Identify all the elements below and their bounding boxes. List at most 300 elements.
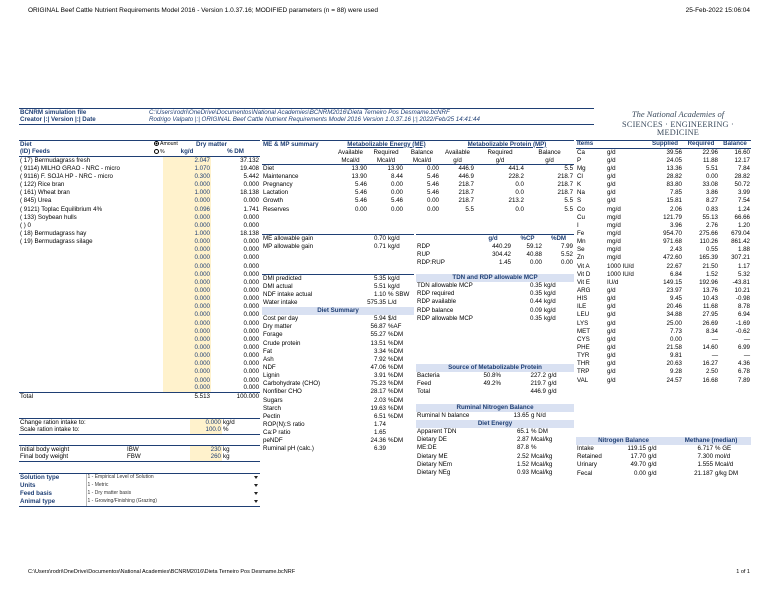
feed-row[interactable] bbox=[19, 263, 260, 271]
diet-energy-value: 1.52 bbox=[516, 460, 529, 468]
mp-source-value: 219.7 bbox=[530, 380, 546, 388]
scale-intake-input[interactable]: 100.0 bbox=[190, 427, 222, 435]
feed-row[interactable] bbox=[19, 336, 260, 344]
items-row bbox=[576, 149, 751, 157]
final-bw-input[interactable]: 260 bbox=[190, 454, 222, 462]
feed-kg-input[interactable]: 0.000 bbox=[163, 328, 211, 336]
feed-pdm: 0.000 bbox=[243, 246, 260, 254]
me-mp-value: 5.46 bbox=[426, 173, 439, 181]
dmi-label: DMI actual bbox=[263, 282, 293, 290]
item-balance: 3.99 bbox=[737, 189, 750, 197]
page-number: 1 of 1 bbox=[736, 569, 750, 575]
feed-name[interactable] bbox=[19, 320, 163, 328]
item-unit: g/d bbox=[607, 335, 616, 343]
methane-unit: g/kg DM bbox=[715, 469, 739, 477]
item-unit: g/d bbox=[607, 319, 616, 327]
feed-kg-input[interactable]: 1.070 bbox=[163, 165, 211, 173]
feed-pdm: 0.000 bbox=[243, 238, 260, 246]
mp-source-unit: g/d bbox=[548, 372, 557, 380]
item-required: 16.27 bbox=[702, 360, 718, 368]
item-name: LEU bbox=[577, 311, 590, 319]
me-mp-row-label: Pregnancy bbox=[263, 181, 293, 189]
feed-name[interactable]: ( 9121) Toplac Equilibrium 4% bbox=[20, 205, 103, 213]
rdp-cp: 40.88 bbox=[526, 250, 542, 258]
item-balance: 679.04 bbox=[731, 230, 750, 238]
methane-unit: Mcal/d bbox=[715, 461, 734, 469]
me-mp-value: 0.00 bbox=[354, 205, 367, 213]
change-intake-input[interactable]: 0.000 bbox=[190, 419, 222, 427]
feed-row[interactable] bbox=[19, 287, 260, 295]
feed-name[interactable]: ( 9114) MILHO GRAO - NRC - micro bbox=[20, 164, 120, 172]
item-name: Vit E bbox=[577, 278, 590, 286]
summary-value: 75.23 bbox=[370, 380, 386, 388]
feed-name[interactable] bbox=[19, 279, 163, 287]
scale-intake-label: Scale ration intake to: bbox=[19, 427, 190, 435]
diet-energy-row bbox=[416, 444, 574, 452]
n-balance-row bbox=[576, 461, 751, 469]
change-intake-unit: kg/d bbox=[222, 419, 260, 427]
items-row bbox=[576, 165, 751, 173]
items-row bbox=[576, 173, 751, 181]
me-mp-value: 13.90 bbox=[387, 165, 403, 173]
feed-name[interactable] bbox=[19, 377, 163, 385]
item-balance: — bbox=[743, 352, 750, 360]
summary-value: 6.51 bbox=[373, 412, 386, 420]
item-balance: 7.89 bbox=[737, 376, 750, 384]
item-unit: mg/d bbox=[607, 213, 621, 221]
feed-kg-input[interactable]: 2.047 bbox=[163, 157, 211, 165]
feed-kg-input[interactable]: 0.000 bbox=[163, 214, 211, 222]
n-balance-label: Intake bbox=[577, 445, 594, 453]
feed-name[interactable]: ( 19) Bermudagrass silage bbox=[20, 238, 93, 246]
methane-unit: mol/d bbox=[715, 453, 731, 461]
feed-kg-input[interactable]: 0.000 bbox=[163, 246, 211, 254]
summary-value: 1.74 bbox=[373, 421, 386, 428]
feed-pdm: 37.132 bbox=[240, 157, 260, 164]
feeds-heading: (ID) Feeds % bbox=[20, 148, 165, 156]
feed-kg-input[interactable]: 0.000 bbox=[163, 287, 211, 295]
summary-row bbox=[262, 429, 414, 437]
feed-kg-input[interactable]: 0.000 bbox=[163, 311, 211, 319]
item-supplied: 7.73 bbox=[669, 327, 682, 335]
summary-unit: %DM bbox=[388, 355, 404, 363]
item-required: 8.27 bbox=[705, 197, 718, 205]
feed-name[interactable] bbox=[19, 344, 163, 352]
feed-kg-input[interactable]: 0.300 bbox=[163, 173, 211, 181]
tdn-value: 0.35 bbox=[529, 314, 542, 322]
item-required: 11.68 bbox=[702, 303, 718, 311]
summary-unit: %DM bbox=[388, 331, 404, 339]
setting-select[interactable]: 1 - Growing/Finishing (Grazing) bbox=[86, 498, 251, 506]
feed-kg-input[interactable]: 0.000 bbox=[163, 377, 211, 385]
item-unit: g/d bbox=[607, 327, 616, 335]
n-balance-value: 49.70 bbox=[630, 461, 646, 469]
items-row bbox=[576, 181, 751, 189]
feed-name[interactable] bbox=[19, 336, 163, 344]
item-name: Zn bbox=[577, 254, 585, 262]
item-balance: — bbox=[743, 335, 750, 343]
feed-name[interactable]: ( ) 0 bbox=[20, 221, 32, 229]
dropdown-arrow-icon[interactable] bbox=[251, 490, 260, 498]
item-required: 165.39 bbox=[699, 254, 718, 262]
item-unit: g/d bbox=[607, 173, 616, 181]
mp-source-value: 227.2 bbox=[530, 372, 546, 380]
feed-kg-input[interactable]: 0.000 bbox=[163, 360, 211, 368]
feed-row[interactable] bbox=[19, 328, 260, 336]
diet-energy-label: Dietary DE bbox=[417, 436, 447, 444]
item-name: Cu bbox=[577, 213, 585, 221]
gain-unit: kg/d bbox=[388, 242, 400, 250]
feed-pdm: 0.000 bbox=[243, 295, 260, 303]
summary-value: 56.87 bbox=[370, 323, 386, 331]
feed-kg-input[interactable]: 0.000 bbox=[163, 238, 211, 246]
item-balance: 5.32 bbox=[737, 270, 750, 278]
me-heading: Metabolizable Energy (ME) bbox=[333, 141, 440, 149]
mp-source-label: Total bbox=[417, 388, 431, 396]
n-balance-row bbox=[576, 470, 751, 478]
feed-name[interactable] bbox=[19, 368, 163, 376]
item-balance: 1.17 bbox=[737, 262, 750, 270]
dmi-label: Water intake bbox=[263, 298, 298, 306]
summary-row bbox=[262, 331, 414, 339]
items-row bbox=[576, 311, 751, 319]
feed-pdm: 0.000 bbox=[243, 181, 260, 189]
me-mp-value: 13.90 bbox=[351, 173, 367, 181]
dmi-row bbox=[262, 275, 414, 283]
setting-select[interactable]: 1 - Empirical Level of Solution bbox=[86, 474, 251, 482]
final-bw-abbr: FBW bbox=[126, 454, 190, 462]
me-mp-value: 218.7 bbox=[557, 173, 574, 181]
feed-row[interactable] bbox=[19, 222, 260, 230]
dmi-row bbox=[262, 283, 414, 291]
item-unit: g/d bbox=[607, 303, 616, 311]
initial-bw-input[interactable]: 230 bbox=[190, 446, 222, 454]
feed-row[interactable] bbox=[19, 173, 260, 181]
settings-table bbox=[19, 473, 260, 507]
item-required: — bbox=[711, 352, 718, 360]
summary-row bbox=[262, 388, 414, 396]
summary-label: Carbohydrate (CHO) bbox=[263, 380, 321, 388]
n-balance-unit: g/d bbox=[648, 445, 657, 453]
feed-name[interactable] bbox=[19, 352, 163, 360]
dropdown-arrow-icon[interactable] bbox=[251, 474, 260, 482]
items-row bbox=[576, 254, 751, 262]
feed-name[interactable] bbox=[19, 303, 163, 311]
feed-name[interactable] bbox=[19, 328, 163, 336]
me-mp-value: 0.00 bbox=[426, 165, 439, 173]
rdp-row bbox=[416, 251, 574, 259]
feed-kg-input[interactable]: 0.000 bbox=[163, 352, 211, 360]
dmi-value: 5.35 bbox=[359, 275, 387, 283]
feed-row[interactable] bbox=[19, 360, 260, 368]
diet-table bbox=[19, 140, 260, 401]
me-mp-value: 218.7 bbox=[557, 189, 574, 197]
feed-kg-input[interactable]: 0.096 bbox=[163, 206, 211, 214]
feed-name[interactable]: ( 17) Bermudagrass fresh bbox=[20, 157, 91, 164]
feed-name[interactable] bbox=[19, 385, 163, 393]
mp-source-unit: g/d bbox=[548, 380, 557, 388]
feed-row[interactable] bbox=[19, 254, 260, 262]
item-balance: -0.62 bbox=[735, 327, 750, 335]
item-supplied: 971.68 bbox=[663, 238, 682, 246]
feed-kg-input[interactable]: 1.000 bbox=[163, 189, 211, 197]
feed-row[interactable] bbox=[19, 206, 260, 214]
feed-row[interactable] bbox=[19, 352, 260, 360]
items-row bbox=[576, 352, 751, 360]
item-supplied: 83.80 bbox=[666, 181, 682, 189]
item-name: PHE bbox=[577, 343, 590, 351]
item-unit: g/d bbox=[607, 148, 616, 156]
feed-name[interactable]: ( 845) Urea bbox=[20, 197, 52, 205]
item-unit: g/d bbox=[607, 368, 616, 376]
summary-label: Ruminal pH (calc.) bbox=[263, 445, 314, 453]
feed-kg-input[interactable]: 0.000 bbox=[163, 385, 211, 393]
feed-kg-input[interactable]: 0.000 bbox=[163, 320, 211, 328]
setting-row bbox=[19, 482, 260, 490]
feed-name[interactable]: ( 9116) F. SOJA HP - NRC - micro bbox=[20, 173, 113, 181]
feed-row[interactable] bbox=[19, 377, 260, 385]
me-mp-heading: ME & MP summary bbox=[262, 141, 333, 149]
feed-row[interactable] bbox=[19, 246, 260, 254]
summary-label: ROP(N):S ratio bbox=[263, 421, 305, 428]
item-name: Cl bbox=[577, 173, 583, 181]
feed-name[interactable]: ( 122) Rice bran bbox=[20, 181, 65, 189]
feed-row[interactable] bbox=[19, 189, 260, 197]
feed-row[interactable] bbox=[19, 368, 260, 376]
summary-row bbox=[262, 437, 414, 445]
item-name: P bbox=[577, 156, 582, 164]
percent-radio[interactable]: % bbox=[154, 149, 165, 155]
item-required: 26.69 bbox=[702, 319, 718, 327]
feed-name[interactable] bbox=[19, 254, 163, 262]
me-mp-value: 0.00 bbox=[390, 181, 403, 189]
item-name: VAL bbox=[577, 376, 589, 384]
gain-label: MP allowable gain bbox=[263, 242, 314, 250]
diet-energy-row bbox=[416, 461, 574, 469]
feed-pdm: 0.000 bbox=[243, 303, 260, 311]
gain-table bbox=[262, 234, 414, 251]
setting-select[interactable]: 1 - Dry matter basis bbox=[86, 490, 251, 498]
feed-kg-input[interactable]: 0.000 bbox=[163, 336, 211, 344]
creator-label: Creator |:| Version |:| Date bbox=[19, 117, 148, 125]
feed-pdm: 5.442 bbox=[243, 173, 260, 181]
items-table bbox=[576, 140, 751, 385]
methane-heading: Methane (median) bbox=[671, 437, 751, 445]
rdp-dm: 7.99 bbox=[560, 242, 573, 250]
me-mp-row bbox=[262, 206, 574, 214]
item-unit: g/d bbox=[607, 360, 616, 368]
feed-name[interactable]: ( 133) Soybean hulls bbox=[20, 213, 77, 221]
diet-energy-unit: Mcal/kg bbox=[531, 460, 553, 468]
item-required: 3.86 bbox=[705, 189, 718, 197]
items-row bbox=[576, 336, 751, 344]
me-mp-value: 441.4 bbox=[508, 165, 524, 173]
dmi-unit: L/d bbox=[388, 298, 397, 306]
feed-row[interactable] bbox=[19, 303, 260, 311]
feed-pdm: 18.138 bbox=[240, 189, 260, 197]
mp-source-value: 446.9 bbox=[530, 388, 546, 396]
creator-info: Rodrigo Valpato |:| ORIGINAL Beef Cattle Nutrient Requirements Model 2016 Version 1.0.37.16 |:| 2022/Feb/25 14:41:44 bbox=[148, 117, 594, 125]
feed-name[interactable] bbox=[19, 287, 163, 295]
diet-energy-label: Dietary NEm bbox=[417, 460, 453, 468]
dmi-unit: kg/d bbox=[387, 275, 414, 283]
rdp-col-dm: %DM bbox=[543, 235, 574, 243]
n-balance-unit: g/d bbox=[648, 469, 657, 477]
tdn-unit: kg/d bbox=[544, 314, 556, 322]
feed-name[interactable]: ( 161) Wheat bran bbox=[20, 189, 70, 197]
feed-kg-input[interactable]: 0.000 bbox=[163, 271, 211, 279]
summary-value: 1.65 bbox=[373, 429, 386, 437]
me-mp-value: 218.7 bbox=[458, 197, 474, 205]
item-balance: 10.21 bbox=[734, 287, 750, 294]
report-date: 25-Feb-2022 15:06:04 bbox=[685, 7, 750, 14]
rdp-label: RDP:RUP bbox=[417, 258, 445, 266]
summary-row bbox=[262, 397, 414, 405]
feed-kg-input[interactable]: 0.000 bbox=[163, 197, 211, 205]
change-intake-label: Change ration intake to: bbox=[19, 419, 190, 427]
summary-value: 28.17 bbox=[370, 388, 386, 396]
summary-unit: %DM bbox=[388, 437, 404, 445]
feed-row[interactable] bbox=[19, 385, 260, 393]
feed-kg-input[interactable]: 0.000 bbox=[163, 344, 211, 352]
item-name: Ca bbox=[577, 148, 585, 156]
diet-energy-unit: % bbox=[531, 444, 537, 452]
gain-label: ME allowable gain bbox=[262, 235, 359, 243]
item-supplied: 2.43 bbox=[669, 246, 682, 254]
items-row bbox=[576, 320, 751, 328]
feed-row[interactable] bbox=[19, 157, 260, 165]
item-balance: 1.20 bbox=[737, 221, 750, 229]
file-path[interactable]: C:\Users\rodri\OneDrive\Documentos\National Academies\BCNRM2016\Dieta Terneiro Pos Desmame.bcNRF bbox=[148, 109, 594, 117]
diet-energy-value: 2.52 bbox=[516, 452, 529, 460]
summary-row bbox=[262, 421, 414, 429]
tdn-value: 0.09 bbox=[529, 306, 542, 314]
me-mp-value: 5.5 bbox=[465, 205, 474, 213]
diet-energy-value: 87.8 bbox=[516, 444, 529, 452]
dry-matter-heading: Dry matter bbox=[163, 141, 260, 149]
items-col-heading: Balance bbox=[719, 141, 751, 149]
dropdown-arrow-icon[interactable] bbox=[251, 482, 260, 490]
feed-name[interactable] bbox=[19, 360, 163, 368]
diet-energy-value: 0.93 bbox=[516, 468, 529, 476]
feed-kg-input[interactable]: 0.000 bbox=[163, 279, 211, 287]
feed-name[interactable] bbox=[19, 246, 163, 254]
me-mp-row bbox=[262, 173, 574, 181]
item-unit: g/d bbox=[607, 352, 616, 360]
feed-pdm: 0.000 bbox=[243, 287, 260, 294]
diet-energy-unit: % DM bbox=[531, 428, 548, 436]
feed-kg-input[interactable]: 0.000 bbox=[163, 368, 211, 376]
item-balance: 1.24 bbox=[737, 205, 750, 213]
feed-row[interactable] bbox=[19, 238, 260, 246]
feed-kg-input[interactable]: 0.000 bbox=[163, 303, 211, 311]
me-mp-value: 0.0 bbox=[515, 205, 524, 213]
feed-kg-input[interactable]: 0.000 bbox=[163, 263, 211, 271]
diet-energy-label: Apparent TDN bbox=[417, 428, 457, 436]
feed-kg-input[interactable]: 0.000 bbox=[163, 254, 211, 262]
methane-value: 21.187 bbox=[694, 469, 714, 477]
dropdown-arrow-icon[interactable] bbox=[251, 498, 260, 506]
feed-name[interactable] bbox=[19, 295, 163, 303]
feed-row[interactable] bbox=[19, 197, 260, 205]
item-supplied: 23.97 bbox=[666, 287, 682, 294]
feed-kg-input[interactable]: 0.000 bbox=[163, 181, 211, 189]
item-name: Mg bbox=[577, 164, 586, 172]
feed-kg-input[interactable]: 0.000 bbox=[163, 222, 211, 230]
mp-source-unit: g/d bbox=[548, 388, 557, 396]
tdn-unit: kg/d bbox=[544, 290, 556, 298]
rdp-col-cp: %CP bbox=[512, 235, 543, 243]
feed-name[interactable]: ( 18) Bermudagrass hay bbox=[20, 230, 87, 238]
initial-bw-unit: kg bbox=[222, 446, 260, 454]
item-supplied: 20.63 bbox=[666, 360, 682, 368]
feed-kg-input[interactable]: 0.000 bbox=[163, 295, 211, 303]
setting-select[interactable]: 1 - Metric bbox=[86, 482, 251, 490]
gain-row bbox=[262, 235, 414, 243]
feed-name[interactable] bbox=[19, 263, 163, 271]
rdp-gd: 440.29 bbox=[492, 242, 511, 250]
methane-value: 1.555 bbox=[697, 461, 714, 469]
item-balance: -1.69 bbox=[735, 319, 750, 327]
feed-row[interactable] bbox=[19, 214, 260, 222]
amount-radio[interactable]: Amount bbox=[154, 141, 178, 147]
summary-value: 19.63 bbox=[370, 404, 386, 412]
feed-row[interactable] bbox=[19, 279, 260, 287]
item-supplied: 13.36 bbox=[666, 164, 682, 172]
item-required: 33.08 bbox=[702, 181, 718, 189]
me-mp-row bbox=[262, 181, 574, 189]
gain-unit: kg/d bbox=[387, 235, 414, 243]
item-name: S bbox=[577, 197, 582, 205]
item-supplied: 24.57 bbox=[666, 376, 682, 384]
summary-unit bbox=[387, 445, 414, 453]
feed-pdm: 0.000 bbox=[243, 368, 260, 376]
feed-kg-input[interactable]: 1.000 bbox=[163, 230, 211, 238]
me-mp-unit: Mcal/d bbox=[404, 157, 440, 165]
feed-row[interactable] bbox=[19, 230, 260, 238]
summary-label: Crude protein bbox=[263, 339, 301, 347]
items-row bbox=[576, 157, 751, 165]
initial-bw-abbr: IBW bbox=[126, 446, 190, 454]
n-balance-row bbox=[576, 453, 751, 461]
rdp-label: RDP bbox=[417, 242, 431, 250]
me-mp-value: 446.9 bbox=[458, 165, 474, 173]
feed-row[interactable] bbox=[19, 271, 260, 279]
tdn-value: 0.35 bbox=[529, 282, 542, 290]
feed-row[interactable] bbox=[19, 320, 260, 328]
feed-row[interactable] bbox=[19, 181, 260, 189]
summary-row bbox=[262, 315, 414, 323]
feed-pdm: 0.000 bbox=[243, 343, 260, 351]
gain-value: 0.70 bbox=[359, 235, 387, 243]
feed-row[interactable] bbox=[19, 165, 260, 173]
feed-name[interactable] bbox=[19, 311, 163, 319]
final-bw-unit: kg bbox=[222, 454, 260, 462]
feed-name[interactable] bbox=[19, 271, 163, 279]
feed-row[interactable] bbox=[19, 344, 260, 352]
summary-value: 24.36 bbox=[370, 437, 386, 445]
summary-unit: %DM bbox=[388, 388, 404, 396]
item-name: K bbox=[577, 181, 582, 189]
me-mp-unit: Mcal/d bbox=[368, 157, 404, 165]
item-supplied: 0.00 bbox=[669, 335, 682, 343]
diet-energy-table bbox=[416, 420, 574, 477]
feed-row[interactable] bbox=[19, 295, 260, 303]
tdn-value: 0.35 bbox=[529, 290, 542, 298]
rdp-row bbox=[416, 259, 574, 267]
me-mp-table bbox=[262, 140, 574, 214]
feed-row[interactable] bbox=[19, 311, 260, 319]
